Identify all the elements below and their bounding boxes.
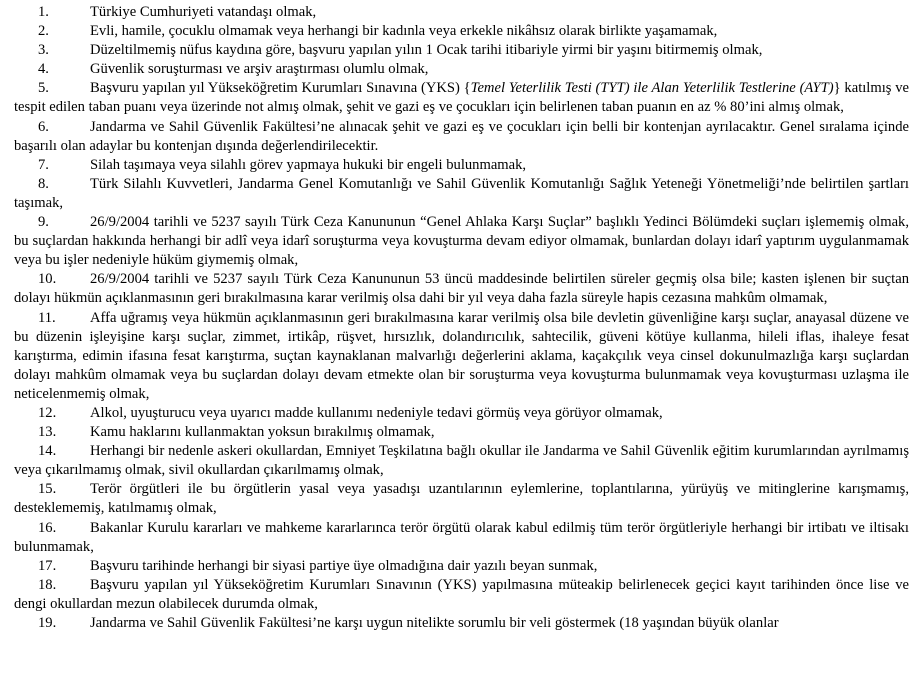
list-item [14,480,909,518]
list-item [14,576,909,614]
item-text: 26/9/2004 tarihli ve 5237 sayılı Türk Ceza Kanununun “Genel Ahlaka Karşı Suçlar” başlıklı Yedinci Bölümdeki suçları işlememiş olmak, bu suçlardan hakkında herhangi bir adlî veya idarî soruşturma veya kovuşturma devam ediyor olmamak, bunlardan dolayı idarî yaptırım uygulanmamak veya bu işler nedeniyle hüküm giymemiş olmak, [14,214,909,269]
item-number: 16. [38,519,57,536]
item-number: 9. [38,214,49,231]
item-text: Bakanlar Kurulu kararları ve mahkeme kararlarınca terör örgütü olarak kabul edilmiş tüm terör örgütleriyle herhangi bir irtibatı ve iltisakı bulunmamak, [14,519,909,555]
item-number: 10. [38,271,57,288]
list-item [14,442,909,480]
item-text: Başvuru yapılan yıl Yükseköğretim Kurumları Sınavının (YKS) yapılmasına müteakip belirlenecek geçici kayıt tarihinden önce lise ve dengi okullardan mezun olabilecek durumda olmak, [14,576,909,612]
item-number: 15. [38,481,57,498]
list-item [14,118,909,156]
item-text: Jandarma ve Sahil Güvenlik Fakültesi’ne karşı uygun nitelikte sorumlu bir veli göstermek (18 yaşından büyük olanlar [90,615,779,631]
item-number: 6. [38,118,49,135]
list-item [14,60,909,79]
list-item [14,41,909,60]
item-number: 7. [38,156,49,173]
item-text: Düzeltilmemiş nüfus kaydına göre, başvuru yapılan yılın 1 Ocak tarihi itibariyle yirmi bir yaşını bitirmemiş olmak, [90,42,763,59]
item-text: Herhangi bir nedenle askeri okullardan, Emniyet Teşkilatına bağlı okullar ile Jandarma ve Sahil Güvenlik eğitim kurumlarından ayrılmamış veya çıkarılmamış olmak, sivil okullardan çıkarılmamış olmak, [14,443,909,479]
item-text: Evli, hamile, çocuklu olmamak veya herhangi bir kadınla veya erkekle nikâhsız olarak birlikte yaşamamak, [90,23,718,40]
item-text: Terör örgütleri ile bu örgütlerin yasal veya yasadışı uzantılarının eylemlerine, toplantılarına, yürüyüş ve mitinglerine karışmamış, desteklememiş, katılmamış olmak, [14,481,909,517]
list-item [14,270,909,308]
item-number: 3. [38,42,49,59]
item-text-post: } katılmış ve tespit edilen taban puanı veya üzerinde not almış olmak, şehit ve gazi eş ve çocukları için belirlenen taban puanın en az % 80’ini almış olmak, [14,80,909,116]
item-text: Silah taşımaya veya silahlı görev yapmaya hukuki bir engeli bulunmamak, [90,156,527,173]
item-text: Türk Silahlı Kuvvetleri, Jandarma Genel Komutanlığı ve Sahil Güvenlik Komutanlığı Sağlık Yeteneği Yönetmeliği’nde belirtilen şartları taşımak, [14,175,909,211]
list-item [14,404,909,423]
item-text: Güvenlik soruşturması ve arşiv araştırması olumlu olmak, [90,61,429,78]
item-number: 11. [38,309,56,326]
item-number: 8. [38,175,49,192]
item-number: 5. [38,80,49,97]
list-item [14,3,909,22]
item-number: 19. [38,615,57,631]
item-text-pre: Başvuru yapılan yıl Yükseköğretim Kurumları Sınavına (YKS) { [90,80,471,97]
list-item [14,79,909,117]
item-text-italic: Temel Yeterlilik Testi (TYT) ile Alan Yeterlilik Testlerine (AYT) [470,80,834,97]
item-number: 12. [38,404,57,421]
item-text: Başvuru tarihinde herhangi bir siyasi partiye üye olmadığına dair yazılı beyan sunmak, [90,557,598,574]
list-item [14,519,909,557]
item-number: 4. [38,61,49,78]
item-text: Jandarma ve Sahil Güvenlik Fakültesi’ne alınacak şehit ve gazi eş ve çocukları için belli bir kontenjan ayrılacaktır. Genel sıralama içinde başarılı olan adaylar bu kontenjan dışında değerlendirilecektir. [14,118,909,154]
item-number: 14. [38,443,57,460]
item-number: 13. [38,424,57,441]
item-text: Alkol, uyuşturucu veya uyarıcı madde kullanımı nedeniyle tedavi görmüş veya görüyor olmamak, [90,404,663,421]
item-number: 18. [38,576,57,593]
list-item [14,213,909,270]
item-text: Kamu haklarını kullanmaktan yoksun bırakılmış olmamak, [90,424,435,441]
item-text: Türkiye Cumhuriyeti vatandaşı olmak, [90,4,317,20]
item-number: 2. [38,23,49,40]
item-number: 1. [38,4,49,20]
item-text: Affa uğramış veya hükmün açıklanmasının geri bırakılmasına karar verilmiş olsa bile devletin güvenliğine karşı suçlar, anayasal düzene ve bu düzenin işleyişine karşı suçlar, zimmet, irtikâp, rüşvet, hırsızlık, dolandırıcılık, sahtecilik, güveni kötüye kullanma, hileli iflas, ihaleye fesat karıştırma, edimin ifasına fesat karıştırma, suçtan kaynaklanan malvarlığı değerlerini aklama, kaçakçılık veya cinsel dokunulmazlığa karşı suçlardan dolayı mahkûm olmamak veya bu suçlardan dolayı devam etmekte olan bir soruşturma veya kovuşturma bulunmamak veya kovuşturması uzlaşma ile neticelenmemiş olmak, [14,309,909,402]
item-text: 26/9/2004 tarihli ve 5237 sayılı Türk Ceza Kanununun 53 üncü maddesinde belirtilen süreler geçmiş olsa bile; kasten işlenen bir suçtan dolayı hükmün açıklanmasının geri bırakılmasına karar verilmiş olsa dahi bir yıl veya daha fazla süreyle hapis cezasına mahkûm olmamak, [14,271,909,307]
item-number: 17. [38,557,57,574]
list-item [14,156,909,175]
list-item [14,22,909,41]
list-item [14,557,909,576]
list-item [14,175,909,213]
list-item [14,614,909,633]
list-item [14,309,909,404]
list-item [14,423,909,442]
